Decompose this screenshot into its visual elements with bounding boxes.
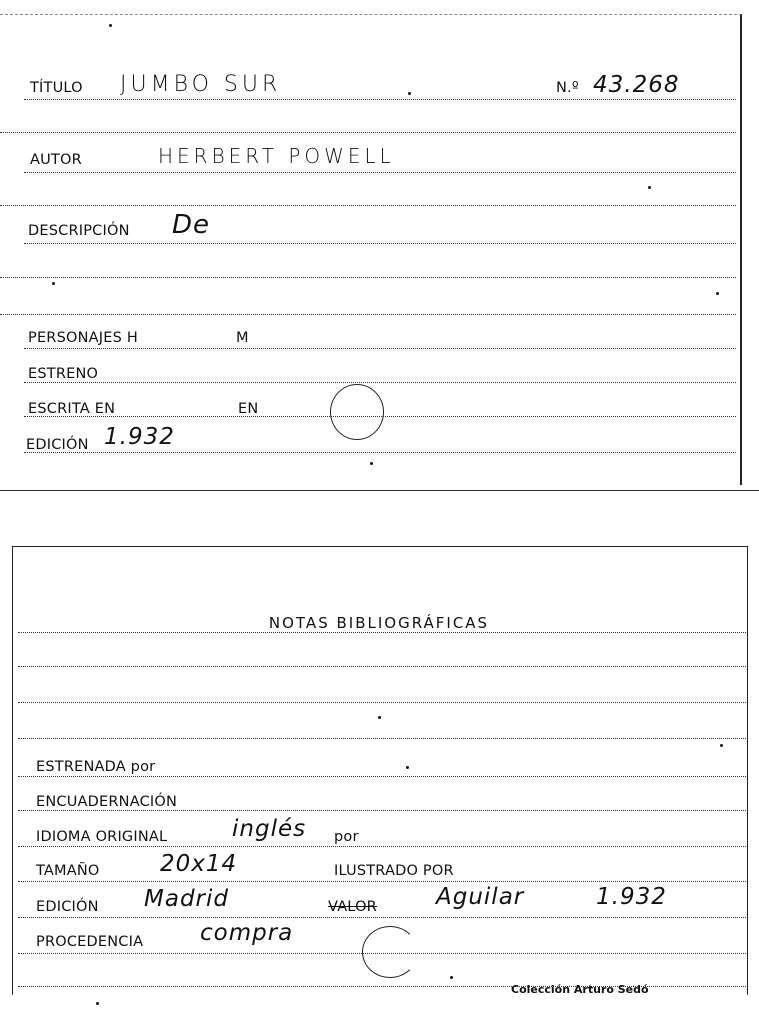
encuadernacion-label: ENCUADERNACIÓN [36, 794, 178, 810]
ink-speck [370, 462, 373, 465]
edicion-editorial: Aguilar [436, 884, 525, 910]
edicion-value: 1.932 [104, 424, 175, 450]
rule [18, 881, 746, 882]
rule [24, 172, 736, 173]
ink-speck [648, 186, 651, 189]
ink-speck [408, 92, 411, 95]
rule [24, 452, 736, 453]
edicion-lugar: Madrid [144, 886, 229, 912]
edicion-anio: 1.932 [596, 884, 667, 910]
idioma-label: IDIOMA ORIGINAL [36, 829, 168, 845]
punch-hole [362, 926, 418, 978]
tamano-value: 20x14 [160, 851, 238, 877]
rule [24, 243, 736, 244]
rule [18, 776, 746, 777]
ink-speck [52, 282, 55, 285]
descripcion-value: De [172, 210, 211, 240]
personajes-label: PERSONAJES H [28, 330, 138, 346]
rule [18, 702, 746, 703]
rule [18, 810, 746, 811]
procedencia-value: compra [200, 920, 294, 946]
ink-speck [109, 24, 112, 27]
numero-value: 43.268 [593, 72, 680, 98]
numero-label: N.º [556, 80, 579, 96]
rule [24, 348, 736, 349]
estrenada-label: ESTRENADA por [36, 759, 156, 775]
autor-label: AUTOR [30, 152, 82, 168]
por-label: por [334, 829, 359, 845]
rule [18, 666, 746, 667]
rule [24, 382, 736, 383]
ink-speck [716, 292, 719, 295]
rule [0, 205, 736, 206]
edicion-label: EDICIÓN [26, 437, 89, 453]
procedencia-label: PROCEDENCIA [36, 934, 144, 950]
ink-speck [96, 1002, 99, 1005]
rule [18, 846, 746, 847]
idioma-value: inglés [232, 816, 307, 842]
titulo-label: TÍTULO [30, 80, 83, 96]
tamano-label: TAMAÑO [36, 863, 100, 879]
descripcion-label: DESCRIPCIÓN [28, 223, 130, 239]
card-separator [0, 490, 759, 491]
ink-speck [450, 976, 453, 979]
escrita-label: ESCRITA EN [28, 401, 116, 417]
rule [24, 99, 736, 100]
ink-speck [720, 744, 723, 747]
ink-speck [378, 716, 381, 719]
rule [18, 632, 746, 633]
rule [18, 738, 746, 739]
rule [0, 132, 736, 133]
estreno-label: ESTRENO [28, 366, 99, 382]
edicion2-label: EDICIÓN [36, 899, 99, 915]
rule [18, 917, 746, 918]
punch-hole [330, 384, 384, 440]
autor-value: HERBERT POWELL [158, 144, 395, 168]
titulo-value: JUMBO SUR [120, 72, 282, 97]
notas-heading: NOTAS BIBLIOGRÁFICAS [268, 614, 490, 632]
ink-speck [406, 766, 409, 769]
ilustrado-label: ILUSTRADO POR [334, 863, 454, 879]
rule [0, 277, 736, 278]
valor-label: VALOR [328, 899, 377, 915]
personajes-m-label: M [236, 330, 249, 346]
rule [0, 314, 736, 315]
coleccion-stamp: Colección Arturo Sedó [511, 983, 649, 996]
escrita-en-label: EN [238, 401, 259, 417]
